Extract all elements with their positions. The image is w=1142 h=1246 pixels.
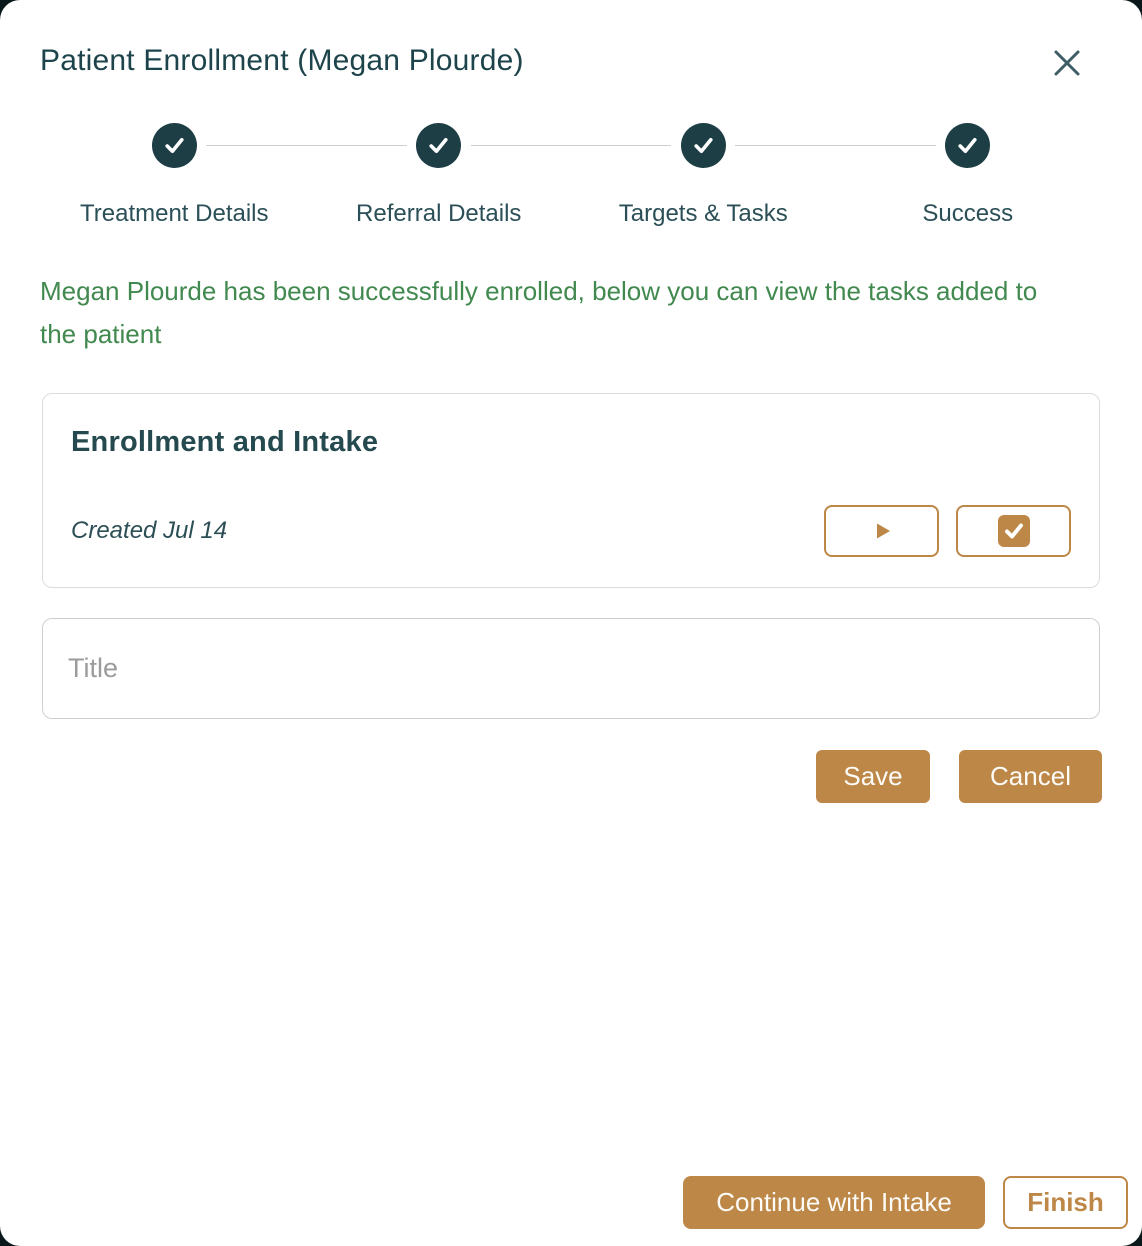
check-icon	[691, 133, 716, 158]
stepper	[0, 123, 1142, 228]
form-actions	[42, 750, 1102, 803]
task-title: Enrollment and Intake	[71, 426, 379, 458]
task-actions	[824, 505, 1071, 557]
task-card	[42, 393, 1100, 588]
close-button[interactable]	[1050, 46, 1084, 80]
complete-task-button[interactable]	[956, 505, 1071, 557]
play-task-button[interactable]	[824, 505, 939, 557]
step-complete-circle	[681, 123, 726, 168]
stepper-step-treatment-details	[42, 123, 307, 228]
stepper-step-targets-tasks	[571, 123, 836, 228]
stepper-step-success	[836, 123, 1101, 228]
stepper-step-referral-details	[307, 123, 572, 228]
task-row	[71, 505, 1071, 557]
step-complete-circle	[416, 123, 461, 168]
step-label: Success	[922, 200, 1014, 227]
close-icon	[1052, 48, 1082, 78]
check-icon	[955, 133, 980, 158]
step-label: Treatment Details	[79, 200, 269, 227]
modal-footer	[0, 1176, 1142, 1246]
play-icon	[870, 519, 894, 543]
check-icon	[162, 133, 187, 158]
title-input[interactable]	[42, 618, 1100, 719]
modal-header	[0, 0, 1142, 78]
page-title: Patient Enrollment (Megan Plourde)	[40, 44, 524, 77]
step-label: Targets & Tasks	[618, 200, 788, 227]
save-button[interactable]: Save	[816, 750, 930, 803]
continue-with-intake-button[interactable]: Continue with Intake	[683, 1176, 985, 1229]
success-message: Megan Plourde has been successfully enrolled, below you can view the tasks added to the patient	[40, 276, 1038, 349]
step-complete-circle	[945, 123, 990, 168]
finish-button[interactable]: Finish	[1003, 1176, 1128, 1229]
step-complete-circle	[152, 123, 197, 168]
step-label: Referral Details	[356, 200, 522, 227]
cancel-button[interactable]: Cancel	[959, 750, 1102, 803]
check-icon	[426, 133, 451, 158]
task-created-date: Created Jul 14	[71, 517, 228, 544]
checkbox-checked-icon	[996, 513, 1032, 549]
